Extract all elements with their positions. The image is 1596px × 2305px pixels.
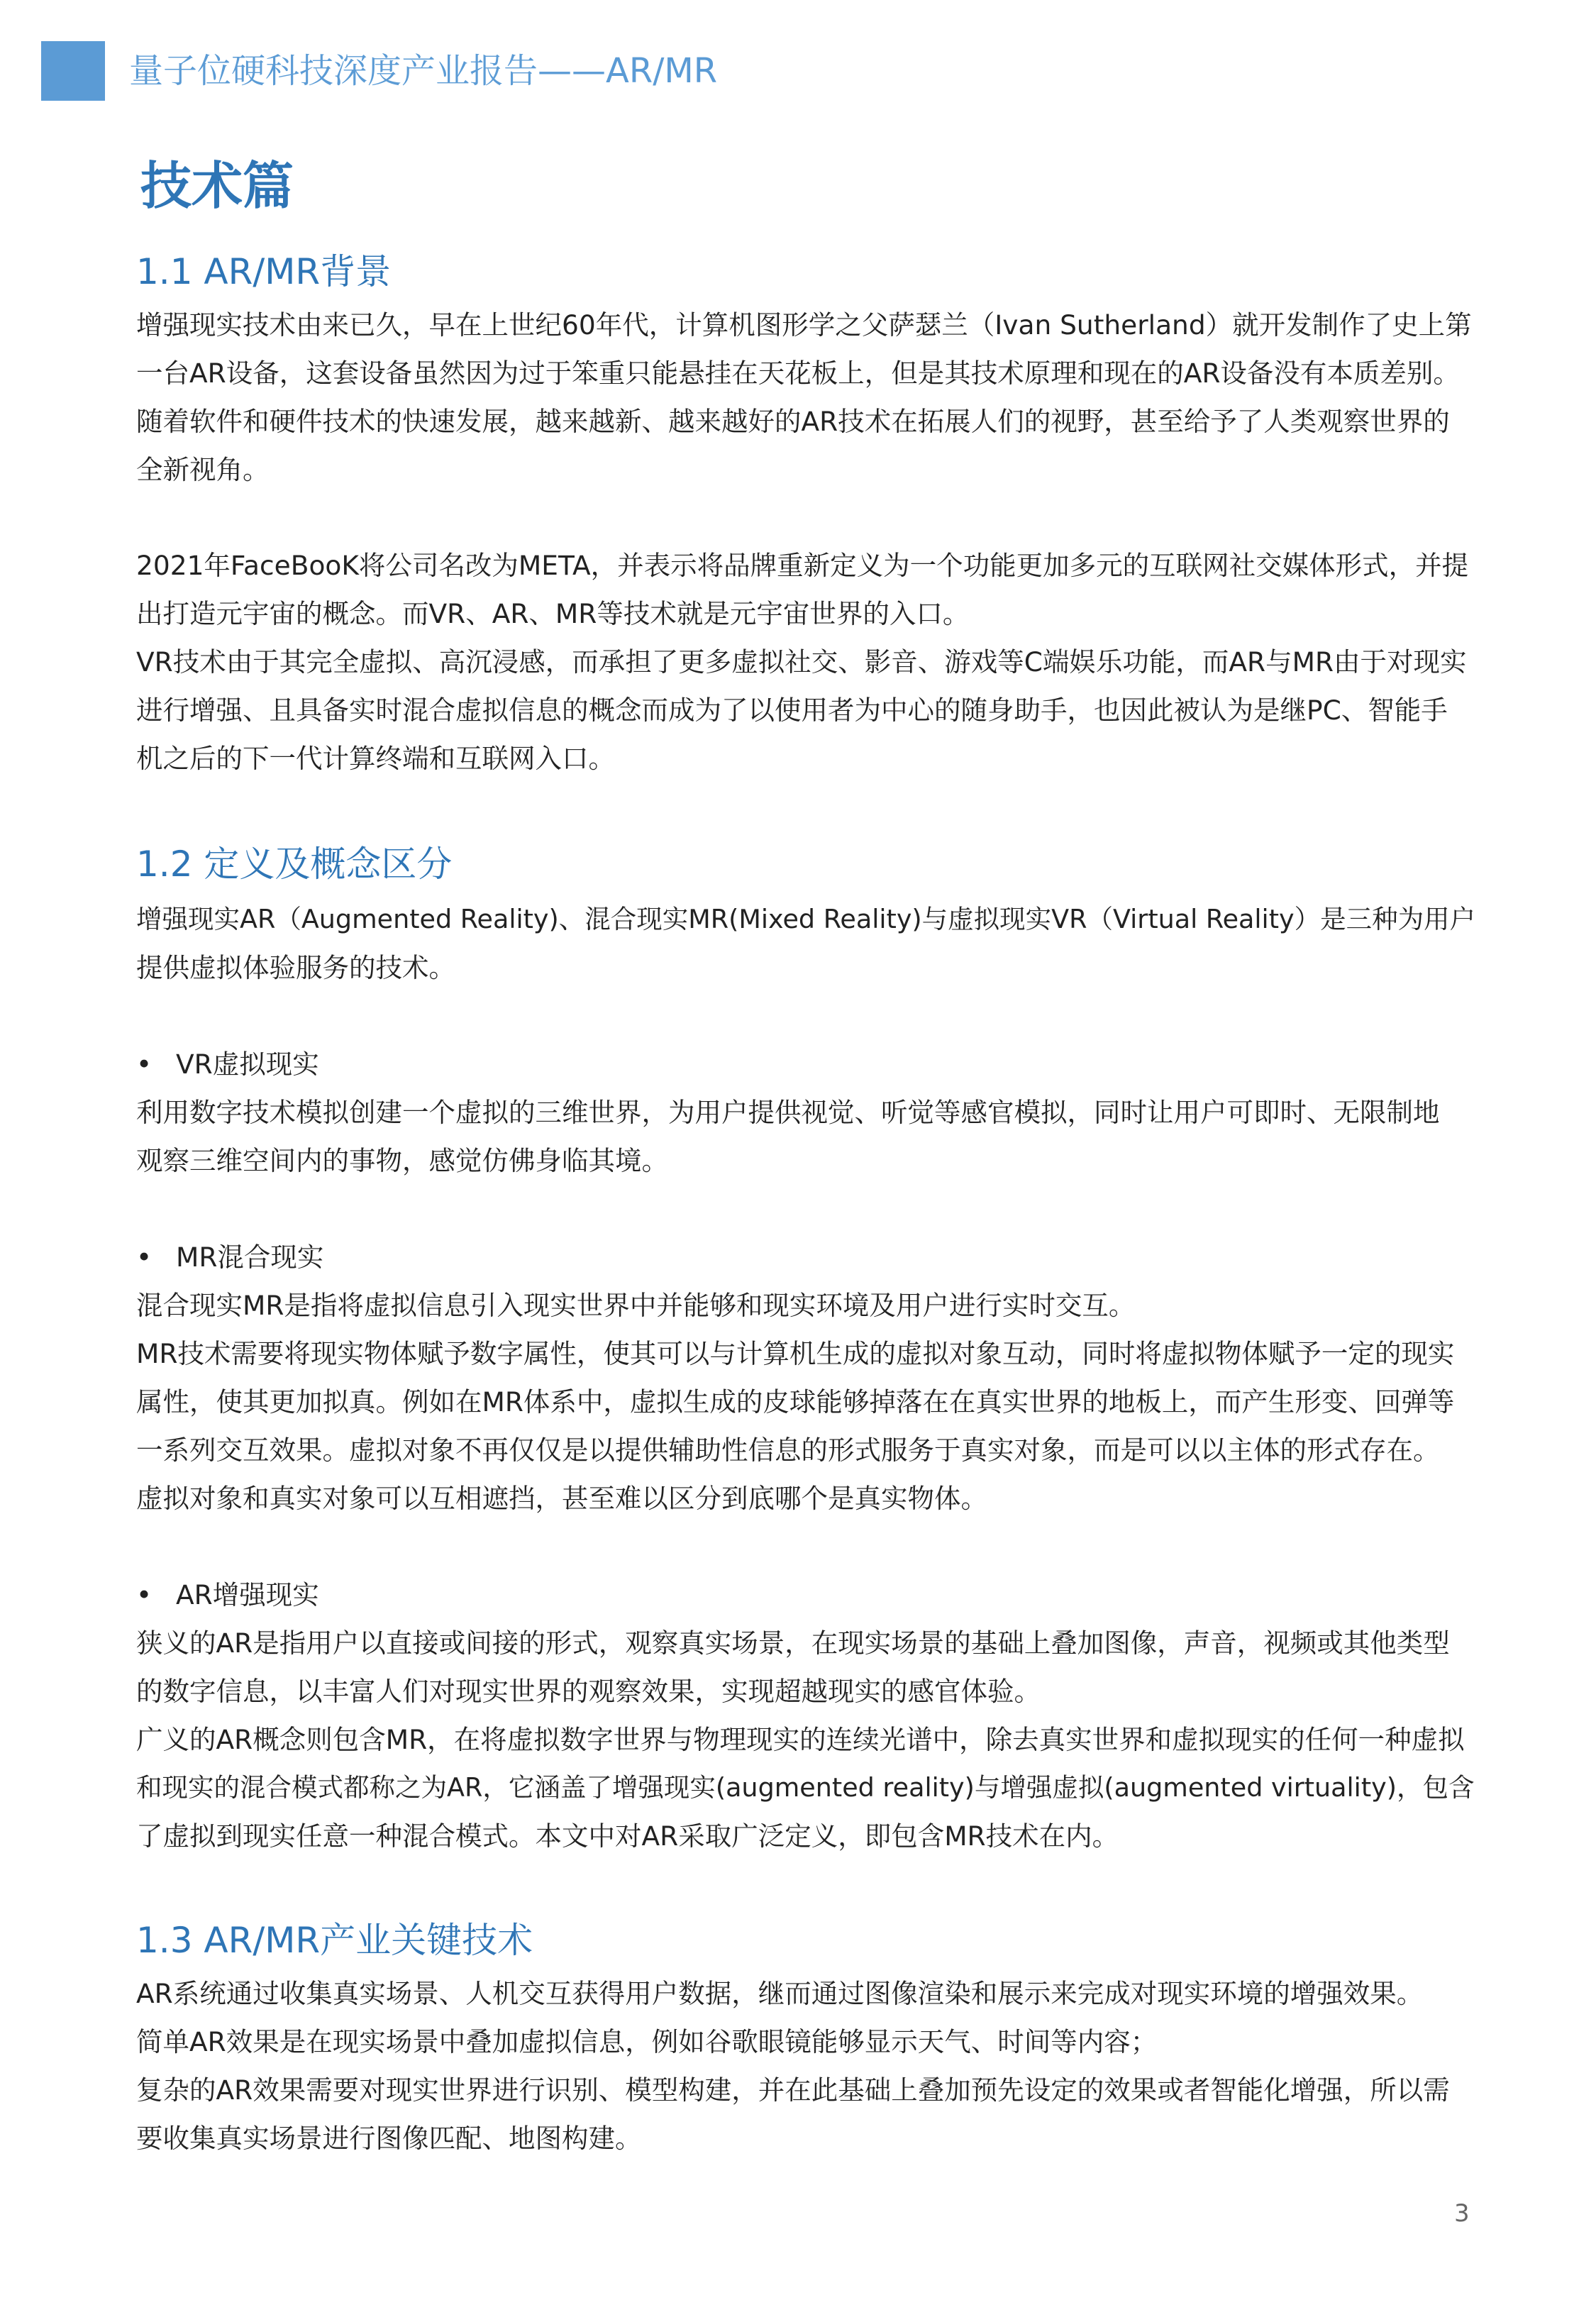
paragraph-definitions-intro (136, 895, 1477, 992)
text-line: 观察三维空间内的事物，感觉仿佛身临其境。 (136, 1145, 668, 1176)
text-line: 提供虚拟体验服务的技术。 (136, 952, 455, 983)
text-line: 狭义的AR是指用户以直接或间接的形式，观察真实场景，在现实场景的基础上叠加图像，声音，视频或其他类型 (136, 1627, 1450, 1659)
text-line: 属性，使其更加拟真。例如在MR体系中，虚拟生成的皮球能够掉落在在真实世界的地板上，而产生形变、回弹等 (136, 1386, 1455, 1417)
text-line: 虚拟对象和真实对象可以互相遮挡，甚至难以区分到底哪个是真实物体。 (136, 1483, 987, 1514)
text-line: 一系列交互效果。虚拟对象不再仅仅是以提供辅助性信息的形式服务于真实对象，而是可以以主体的形式存在。 (136, 1435, 1440, 1466)
text-line: 全新视角。 (136, 454, 270, 485)
text-line: 和现实的混合模式都称之为AR，它涵盖了增强现实(augmented reality)与增强虚拟(augmented virtuality)，包含 (136, 1772, 1475, 1803)
text-line: 混合现实MR是指将虚拟信息引入现实世界中并能够和现实环境及用户进行实时交互。 (136, 1290, 1136, 1321)
text-line: 广义的AR概念则包含MR，在将虚拟数字世界与物理现实的连续光谱中，除去真实世界和虚拟现实的任何一种虚拟 (136, 1724, 1465, 1755)
bullet-label: AR增强现实 (176, 1579, 319, 1610)
chapter-title: 技术篇 (140, 156, 294, 216)
text-line: 增强现实AR（Augmented Reality)、混合现实MR(Mixed Reality)与虚拟现实VR（Virtual Reality）是三种为用户 (136, 904, 1476, 934)
bullet-marker: • (136, 1049, 153, 1080)
text-line: 2021年FaceBooK将公司名改为META，并表示将品牌重新定义为一个功能更加多元的互联网社交媒体形式，并提 (136, 550, 1469, 581)
header-accent-block (41, 41, 105, 101)
text-line: 了虚拟到现实任意一种混合模式。本文中对AR采取广泛定义，即包含MR技术在内。 (136, 1820, 1119, 1852)
bullet-marker: • (136, 1579, 153, 1610)
text-line: MR技术需要将现实物体赋予数字属性，使其可以与计算机生成的虚拟对象互动，同时将虚拟物体赋予一定的现实 (136, 1338, 1455, 1369)
section-heading-1-1: 1.1 AR/MR背景 (136, 251, 392, 292)
text-line: 出打造元宇宙的概念。而VR、AR、MR等技术就是元宇宙世界的入口。 (136, 598, 970, 629)
text-line: 机之后的下一代计算终端和互联网入口。 (136, 743, 615, 774)
paragraph-background-history (136, 301, 1477, 494)
report-header-title: 量子位硬科技深度产业报告——AR/MR (129, 51, 718, 91)
text-line: 复杂的AR效果需要对现实世界进行识别、模型构建，并在此基础上叠加预先设定的效果或者智能化增强，所以需 (136, 2074, 1450, 2106)
text-line: 随着软件和硬件技术的快速发展，越来越新、越来越好的AR技术在拓展人们的视野，甚至给予了人类观察世界的 (136, 406, 1450, 437)
text-line: 利用数字技术模拟创建一个虚拟的三维世界，为用户提供视觉、听觉等感官模拟，同时让用户可即时、无限制地 (136, 1097, 1440, 1128)
paragraph-meta-metaverse (136, 541, 1477, 783)
bullet-vr (136, 1040, 319, 1088)
paragraph-mr-description (136, 1281, 1477, 1522)
paragraph-vr-description (136, 1088, 1477, 1185)
paragraph-key-technologies (136, 1969, 1477, 2162)
page-number: 3 (1454, 2199, 1470, 2228)
text-line: 的数字信息，以丰富人们对现实世界的观察效果，实现超越现实的感官体验。 (136, 1676, 1041, 1707)
section-heading-1-3: 1.3 AR/MR产业关键技术 (136, 1920, 533, 1961)
text-line: 增强现实技术由来已久，早在上世纪60年代，计算机图形学之父萨瑟兰（Ivan Sutherland）就开发制作了史上第 (136, 309, 1472, 341)
text-line: 要收集真实场景进行图像匹配、地图构建。 (136, 2123, 642, 2154)
bullet-ar (136, 1571, 319, 1619)
text-line: 一台AR设备，这套设备虽然因为过于笨重只能悬挂在天花板上，但是其技术原理和现在的AR设备没有本质差别。 (136, 358, 1460, 389)
bullet-label: MR混合现实 (176, 1242, 324, 1273)
section-heading-1-2: 1.2 定义及概念区分 (136, 844, 453, 885)
text-line: 简单AR效果是在现实场景中叠加虚拟信息，例如谷歌眼镜能够显示天气、时间等内容； (136, 2026, 1158, 2057)
text-line: VR技术由于其完全虚拟、高沉浸感，而承担了更多虚拟社交、影音、游戏等C端娱乐功能，而AR与MR由于对现实 (136, 646, 1467, 678)
bullet-mr (136, 1233, 323, 1281)
text-line: AR系统通过收集真实场景、人机交互获得用户数据，继而通过图像渲染和展示来完成对现实环境的增强效果。 (136, 1978, 1424, 2009)
bullet-label: VR虚拟现实 (176, 1049, 319, 1080)
bullet-marker: • (136, 1242, 153, 1273)
paragraph-ar-description (136, 1619, 1477, 1860)
text-line: 进行增强、且具备实时混合虚拟信息的概念而成为了以使用者为中心的随身助手，也因此被认为是继PC、智能手 (136, 695, 1448, 726)
